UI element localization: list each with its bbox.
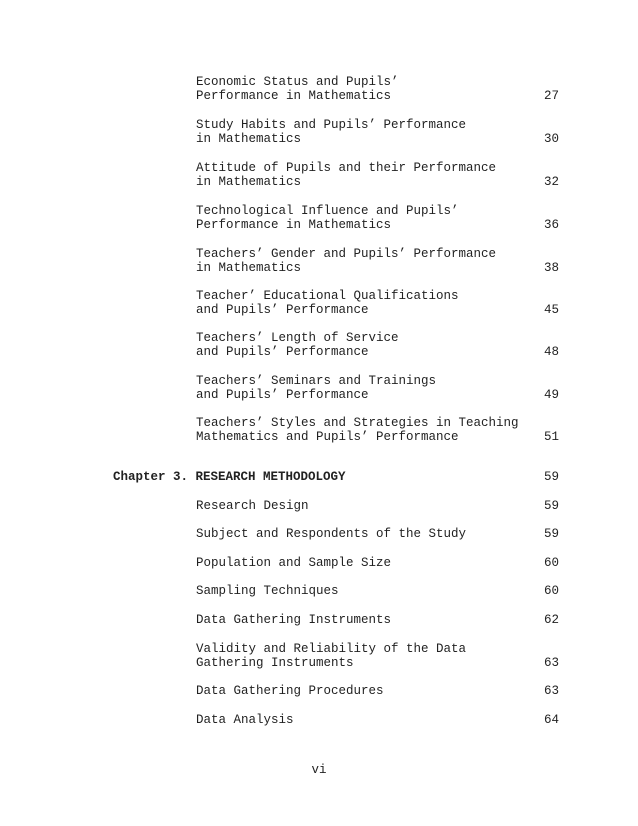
entry-title-line: Research Design 59 <box>196 499 559 513</box>
page-number: 30 <box>543 132 559 146</box>
entry-title-line: Data Analysis 64 <box>196 713 559 727</box>
page-number: 62 <box>543 613 559 627</box>
entry-title-line: in Mathematics 32 <box>196 175 559 189</box>
toc-entry <box>196 713 559 727</box>
page-number: 59 <box>543 527 559 541</box>
entry-title-line: Teachers’ Styles and Strategies in Teaching <box>196 416 519 430</box>
entry-title-line: Sampling Techniques 60 <box>196 584 559 598</box>
toc-entry <box>196 289 559 317</box>
page-number: 60 <box>543 584 559 598</box>
entry-title-line: Technological Influence and Pupils’ <box>196 204 459 218</box>
page-number: 45 <box>543 303 559 317</box>
entry-title-line: Attitude of Pupils and their Performance <box>196 161 497 175</box>
entry-title-line: Data Gathering Instruments 62 <box>196 613 559 627</box>
entry-title-line: and Pupils’ Performance 49 <box>196 388 559 402</box>
toc-entry <box>196 416 559 444</box>
toc-entry <box>196 75 559 103</box>
chapter-heading <box>113 470 559 484</box>
page-number: 63 <box>543 684 559 698</box>
entry-title-line: Teachers’ Gender and Pupils’ Performance <box>196 247 497 261</box>
toc-entry <box>196 247 559 275</box>
entry-title-line: and Pupils’ Performance 48 <box>196 345 559 359</box>
entry-title-line: in Mathematics 30 <box>196 132 559 146</box>
toc-entry <box>196 613 559 627</box>
page-number: 48 <box>543 345 559 359</box>
entry-title-line: Population and Sample Size 60 <box>196 556 559 570</box>
entry-title-line: and Pupils’ Performance 45 <box>196 303 559 317</box>
page-number: 36 <box>543 218 559 232</box>
toc-entry <box>196 161 559 189</box>
toc-entry <box>196 374 559 402</box>
entry-title-line: Subject and Respondents of the Study 59 <box>196 527 559 541</box>
entry-title-line: Teachers’ Length of Service <box>196 331 399 345</box>
page-number: 51 <box>543 430 559 444</box>
page-number: 32 <box>543 175 559 189</box>
toc-entry <box>196 584 559 598</box>
toc-entry <box>196 499 559 513</box>
toc-entry <box>196 642 559 670</box>
entry-title-line: Study Habits and Pupils’ Performance <box>196 118 467 132</box>
page-number: 27 <box>543 89 559 103</box>
page-number: 64 <box>543 713 559 727</box>
footer-page-label: vi <box>311 763 327 777</box>
entry-title-line: Data Gathering Procedures 63 <box>196 684 559 698</box>
entry-title-line: Teacher’ Educational Qualifications <box>196 289 459 303</box>
toc-entry <box>196 527 559 541</box>
chapter-title: Chapter 3. RESEARCH METHODOLOGY <box>113 470 346 484</box>
page-number: 59 <box>543 470 559 484</box>
page-number: 38 <box>543 261 559 275</box>
toc-entry <box>196 684 559 698</box>
entry-title-line: Gathering Instruments 63 <box>196 656 559 670</box>
entry-title-line: Economic Status and Pupils’ <box>196 75 399 89</box>
entry-title-line: Performance in Mathematics 27 <box>196 89 559 103</box>
toc-entry <box>196 331 559 359</box>
entry-title-line: Validity and Reliability of the Data <box>196 642 467 656</box>
toc-entry <box>196 204 559 232</box>
entry-title-line: Performance in Mathematics 36 <box>196 218 559 232</box>
page-number: 60 <box>543 556 559 570</box>
toc-entry <box>196 118 559 146</box>
entry-title-line: in Mathematics 38 <box>196 261 559 275</box>
page-number: 63 <box>543 656 559 670</box>
entry-title-line: Teachers’ Seminars and Trainings <box>196 374 437 388</box>
toc-entry <box>196 556 559 570</box>
entry-title-line: Mathematics and Pupils’ Performance 51 <box>196 430 559 444</box>
page-number: 49 <box>543 388 559 402</box>
page-number: 59 <box>543 499 559 513</box>
